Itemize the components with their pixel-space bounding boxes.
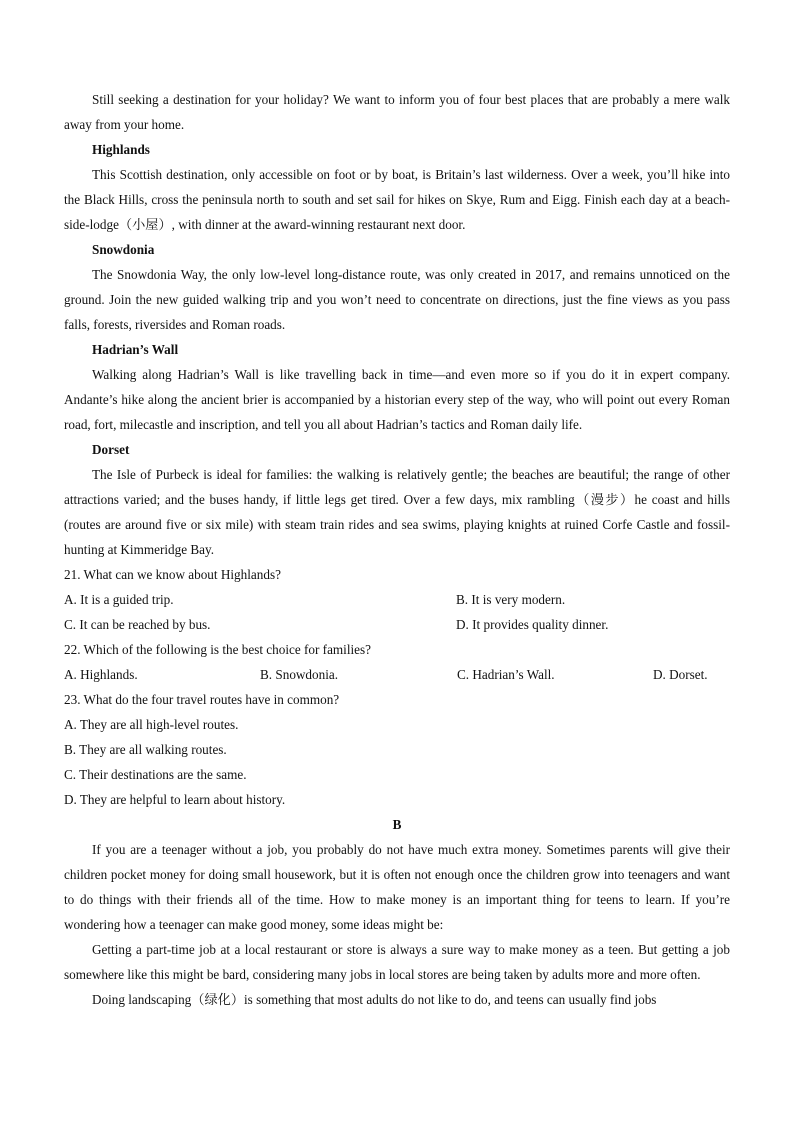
q22-option-c: C. Hadrian’s Wall. (457, 667, 555, 682)
heading-hadrians-wall: Hadrian’s Wall (92, 342, 179, 357)
q23-option-c: C. Their destinations are the same. (64, 767, 247, 782)
intro-paragraph: Still seeking a destination for your holiday? We want to inform you of four best places that are probably a mere walk away from your home. (64, 92, 730, 132)
section-b-paragraph-3: Doing landscaping（绿化）is something that most adults do not like to do, and teens can usually find jobs (92, 992, 657, 1007)
question-21-options (64, 587, 730, 637)
heading-dorset: Dorset (92, 442, 130, 457)
q21-option-a: A. It is a guided trip. (64, 592, 174, 607)
question-23-stem: 23. What do the four travel routes have in common? (64, 692, 340, 707)
q21-option-c: C. It can be reached by bus. (64, 617, 211, 632)
question-21-stem: 21. What can we know about Highlands? (64, 567, 281, 582)
q21-option-d: D. It provides quality dinner. (456, 617, 609, 632)
q23-option-b: B. They are all walking routes. (64, 742, 227, 757)
question-22-stem: 22. Which of the following is the best choice for families? (64, 642, 372, 657)
section-b-paragraph-2: Getting a part-time job at a local restaurant or store is always a sure way to make money as a teen. But getting a job somewhere like this might be bard, considering many jobs in local stores are being taken by adults more and more often. (64, 942, 730, 982)
paragraph-hadrians-wall: Walking along Hadrian’s Wall is like travelling back in time—and even more so if you do it in expert company. Andante’s hike along the ancient brier is accompanied by a historian every step of the way, who will point out every Roman road, fort, milecastle and inscription, and tell you all about Hadrian’s tactics and Roman daily life. (64, 367, 730, 432)
q22-option-b: B. Snowdonia. (260, 667, 339, 682)
q21-option-b: B. It is very modern. (456, 592, 566, 607)
paragraph-highlands: This Scottish destination, only accessible on foot or by boat, is Britain’s last wilderness. Over a week, you’ll hike into the Black Hills, cross the peninsula north to south and set sail for hikes on Skye, Rum and Eigg. Finish each day at a beach-side-lodge（小屋）, with dinner at the award-winning restaurant next door. (64, 167, 730, 232)
question-22-options (64, 662, 730, 687)
section-b-title: B (392, 817, 402, 832)
paragraph-dorset: The Isle of Purbeck is ideal for families: the walking is relatively gentle; the beaches are beautiful; the range of other attractions varied; and the buses handy, if little legs get tired. Over a few days, mix rambling（漫步）he coast and hills (routes are around five or six mile) with steam train rides and sea swims, playing knights at ruined Corfe Castle and fossil-hunting at Kimmeridge Bay. (64, 467, 730, 557)
q23-option-d: D. They are helpful to learn about history. (64, 792, 286, 807)
document-page (64, 87, 730, 1012)
heading-highlands: Highlands (92, 142, 150, 157)
q23-option-a: A. They are all high-level routes. (64, 717, 239, 732)
heading-snowdonia: Snowdonia (92, 242, 155, 257)
section-b-paragraph-1: If you are a teenager without a job, you probably do not have much extra money. Sometimes parents will give their children pocket money for doing small housework, but it is often not enough once the children grow into teenagers and want to do things with their friends all of the time. How to make money is an important thing for teens to learn. If you’re wondering how a teenager can make good money, some ideas might be: (64, 842, 730, 932)
paragraph-snowdonia: The Snowdonia Way, the only low-level long-distance route, was only created in 2017, and remains unnoticed on the ground. Join the new guided walking trip and you won’t need to concentrate on directions, just the fine views as you pass falls, forests, riversides and Roman roads. (64, 267, 730, 332)
q22-option-a: A. Highlands. (64, 667, 138, 682)
q22-option-d: D. Dorset. (653, 667, 708, 682)
